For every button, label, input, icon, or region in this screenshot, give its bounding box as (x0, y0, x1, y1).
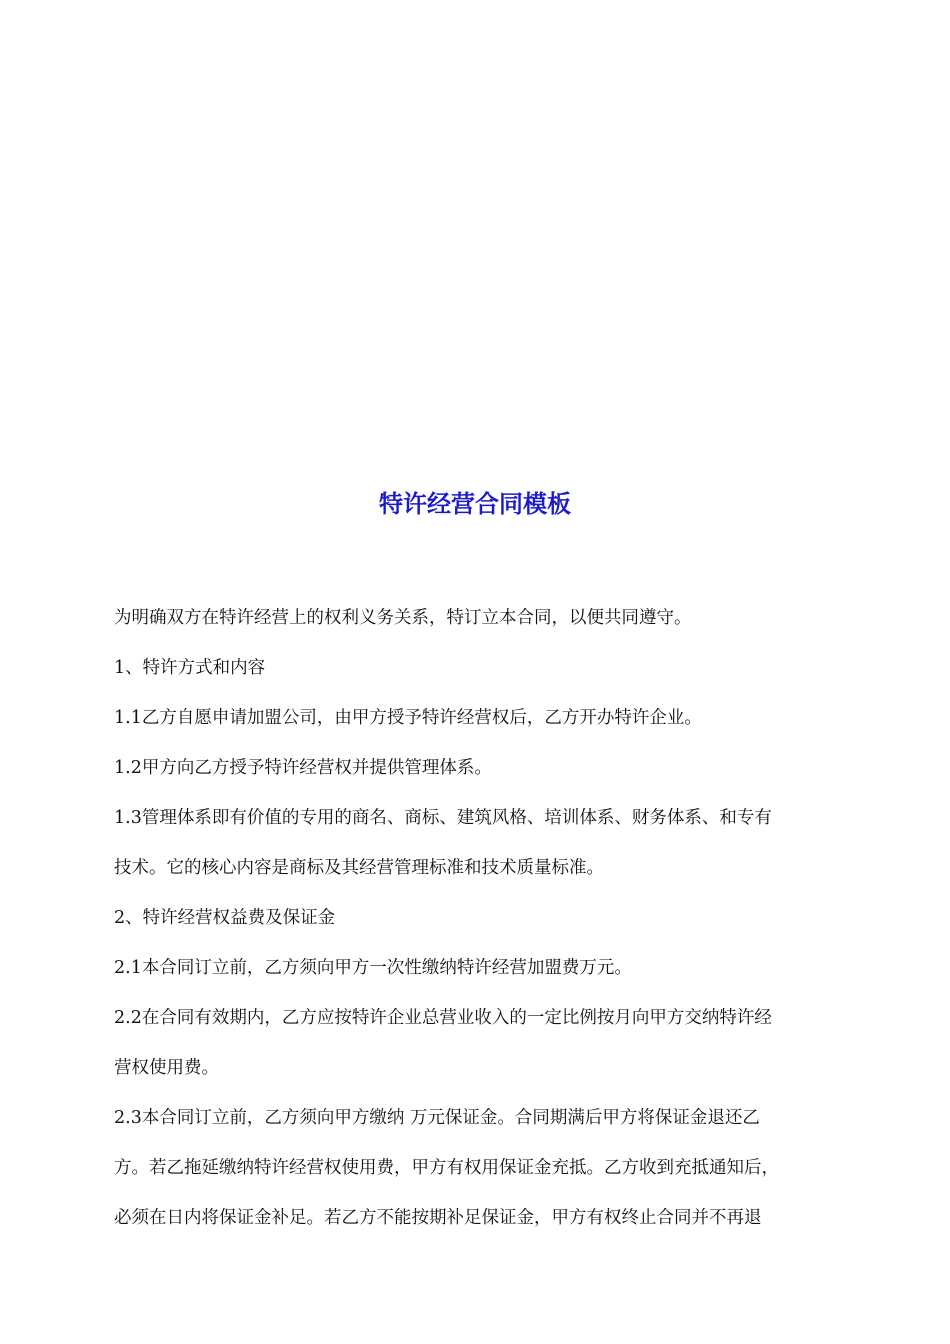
paragraph-line: 1.2甲方向乙方授予特许经营权并提供管理体系。 (114, 758, 492, 778)
paragraph-line: 1.3管理体系即有价值的专用的商名、商标、建筑风格、培训体系、财务体系、和专有 (114, 808, 772, 828)
paragraph-line: 2.1本合同订立前，乙方须向甲方一次性缴纳特许经营加盟费万元。 (114, 958, 632, 978)
paragraph-line: 2.3本合同订立前，乙方须向甲方缴纳 万元保证金。合同期满后甲方将保证金退还乙 (114, 1108, 760, 1128)
section-heading: 1、特许方式和内容 (114, 658, 266, 678)
paragraph-line: 技术。它的核心内容是商标及其经营管理标准和技术质量标准。 (114, 858, 604, 878)
section-heading: 2、特许经营权益费及保证金 (114, 908, 336, 928)
paragraph-line: 营权使用费。 (114, 1058, 219, 1078)
paragraph-line: 1.1乙方自愿申请加盟公司，由甲方授予特许经营权后，乙方开办特许企业。 (114, 708, 702, 728)
paragraph-line: 方。若乙拖延缴纳特许经营权使用费，甲方有权用保证金充抵。乙方收到充抵通知后， (114, 1158, 779, 1178)
document-title: 特许经营合同模板 (379, 489, 571, 518)
paragraph-line: 为明确双方在特许经营上的权利义务关系，特订立本合同，以便共同遵守。 (114, 608, 692, 628)
paragraph-line: 2.2在合同有效期内，乙方应按特许企业总营业收入的一定比例按月向甲方交纳特许经 (114, 1008, 772, 1028)
document-body (114, 600, 840, 1250)
paragraph-line: 必须在日内将保证金补足。若乙方不能按期补足保证金，甲方有权终止合同并不再退 (114, 1208, 762, 1228)
